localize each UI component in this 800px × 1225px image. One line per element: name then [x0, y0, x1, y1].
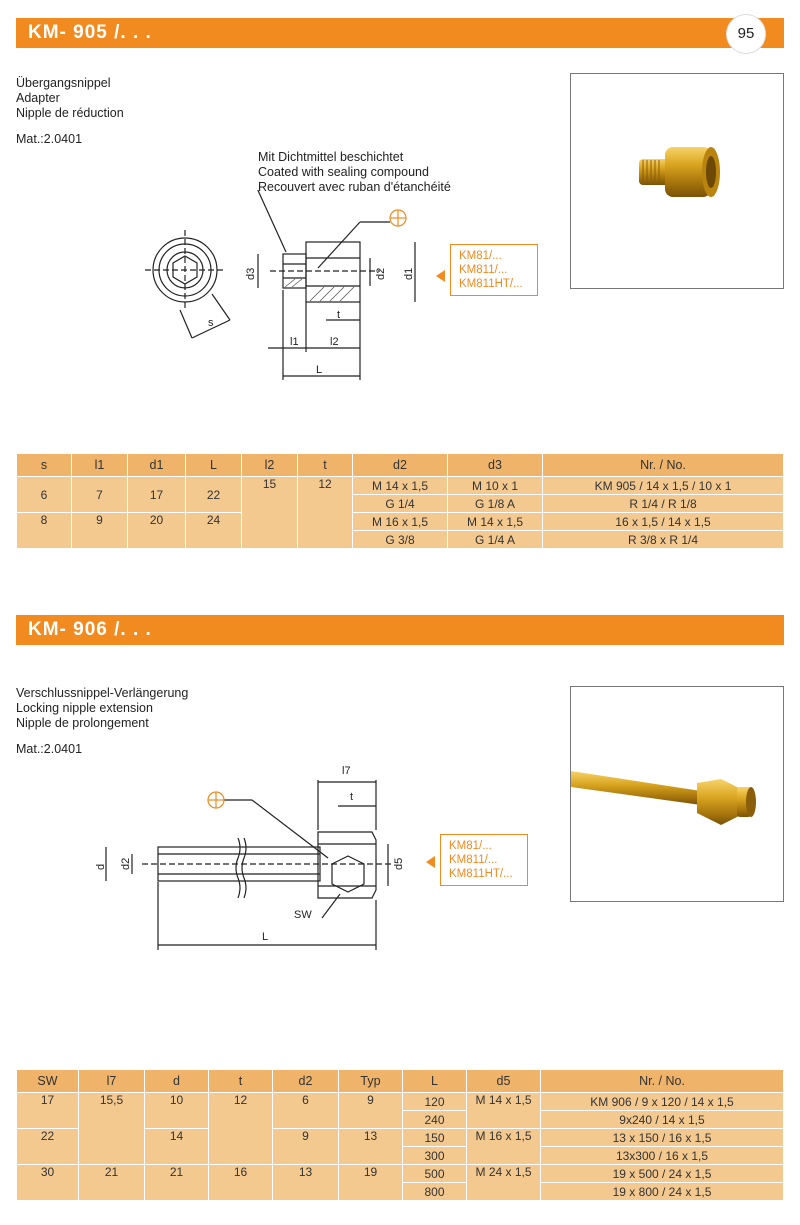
table-row — [17, 1093, 784, 1111]
cell-d3: M 14 x 1,5 — [448, 513, 543, 531]
dim-l1: l1 — [290, 336, 299, 348]
section-title: KM- 906 /. . . — [28, 619, 152, 640]
cell-d3: G 1/8 A — [448, 495, 543, 513]
cell-t: 16 — [209, 1165, 273, 1201]
cell-d: 21 — [145, 1165, 209, 1201]
cell-d2: G 3/8 — [353, 531, 448, 549]
col-header: SW — [17, 1070, 79, 1093]
cell-typ: 13 — [339, 1129, 403, 1165]
cell-d5: M 16 x 1,5 — [467, 1129, 541, 1165]
table-row — [17, 513, 784, 531]
product-description — [16, 686, 188, 731]
cell-nr: 16 x 1,5 / 14 x 1,5 — [543, 513, 784, 531]
cell-L: 150 — [403, 1129, 467, 1147]
material-label: Mat.:2.0401 — [16, 132, 83, 146]
dim-d1: d1 — [403, 267, 415, 280]
cell-d2: 13 — [273, 1165, 339, 1201]
col-header: d2 — [353, 454, 448, 477]
cell-t: 12 — [298, 477, 353, 549]
cell-l7: 15,5 — [79, 1093, 145, 1165]
cell-d2: 6 — [273, 1093, 339, 1129]
cell-nr: KM 906 / 9 x 120 / 14 x 1,5 — [541, 1093, 784, 1111]
note-en: Coated with sealing compound — [258, 165, 429, 179]
note-fr: Recouvert avec ruban d'étanchéité — [258, 180, 451, 194]
cell-L: 800 — [403, 1183, 467, 1201]
col-header: d1 — [128, 454, 186, 477]
material-label: Mat.:2.0401 — [16, 742, 83, 756]
technical-drawing-km905 — [140, 190, 440, 390]
cell-d2: M 16 x 1,5 — [353, 513, 448, 531]
cross-ref-box-km906 — [440, 834, 528, 886]
brass-adapter-image — [571, 74, 783, 288]
cross-ref-item: KM811/... — [459, 264, 508, 276]
table-header-row — [17, 1070, 784, 1093]
cross-ref-arrow — [436, 270, 445, 282]
col-header: d5 — [467, 1070, 541, 1093]
cell-d1: 17 — [128, 477, 186, 513]
dim-L: L — [262, 931, 269, 943]
cell-sw: 30 — [17, 1165, 79, 1201]
cell-l7: 21 — [79, 1165, 145, 1201]
cell-d1: 20 — [128, 513, 186, 549]
cell-d3: G 1/4 A — [448, 531, 543, 549]
section-header-km905 — [16, 18, 784, 48]
dim-d2: d2 — [375, 267, 387, 280]
cell-d2: G 1/4 — [353, 495, 448, 513]
cell-L: 240 — [403, 1111, 467, 1129]
cross-ref-box-km905 — [450, 244, 538, 296]
dim-l7: l7 — [342, 765, 351, 777]
cross-ref-item: KM81/... — [449, 840, 492, 852]
product-description — [16, 76, 124, 121]
cell-d2: 9 — [273, 1129, 339, 1165]
note-de: Mit Dichtmittel beschichtet — [258, 150, 404, 164]
col-header: L — [403, 1070, 467, 1093]
col-header: d3 — [448, 454, 543, 477]
cell-L: 22 — [186, 477, 242, 513]
cell-s: 8 — [17, 513, 72, 549]
cell-l1: 9 — [72, 513, 128, 549]
desc-en: Locking nipple extension — [16, 701, 153, 715]
sealing-note — [258, 150, 451, 195]
dim-t: t — [337, 309, 341, 321]
table-row — [17, 477, 784, 495]
cross-ref-item: KM811HT/... — [449, 868, 513, 880]
cell-d5: M 24 x 1,5 — [467, 1165, 541, 1201]
dim-s: s — [208, 317, 214, 329]
cell-nr: 13x300 / 16 x 1,5 — [541, 1147, 784, 1165]
cell-d2: M 14 x 1,5 — [353, 477, 448, 495]
cell-nr: R 3/8 x R 1/4 — [543, 531, 784, 549]
cell-l1: 7 — [72, 477, 128, 513]
cell-L: 24 — [186, 513, 242, 549]
cross-ref-arrow — [426, 856, 435, 868]
section-title: KM- 905 /. . . — [28, 22, 152, 43]
spec-table-km906 — [16, 1069, 784, 1201]
cell-L: 300 — [403, 1147, 467, 1165]
col-header: l2 — [242, 454, 298, 477]
dim-d5: d5 — [393, 857, 405, 870]
col-header: t — [209, 1070, 273, 1093]
cell-sw: 17 — [17, 1093, 79, 1129]
product-photo-km906 — [570, 686, 784, 902]
col-header: l7 — [79, 1070, 145, 1093]
cross-ref-item: KM811HT/... — [459, 278, 523, 290]
brass-extension-image — [571, 687, 783, 901]
cell-t: 12 — [209, 1093, 273, 1165]
cell-l2: 15 — [242, 477, 298, 549]
desc-de: Verschlussnippel-Verlängerung — [16, 686, 189, 700]
dim-d2: d2 — [120, 857, 132, 870]
cell-nr: 9x240 / 14 x 1,5 — [541, 1111, 784, 1129]
cell-nr: 13 x 150 / 16 x 1,5 — [541, 1129, 784, 1147]
cross-ref-item: KM811/... — [449, 854, 498, 866]
cell-nr: 19 x 500 / 24 x 1,5 — [541, 1165, 784, 1183]
col-header: t — [298, 454, 353, 477]
cell-L: 120 — [403, 1093, 467, 1111]
cell-d: 10 — [145, 1093, 209, 1129]
cell-d5: M 14 x 1,5 — [467, 1093, 541, 1129]
desc-de: Übergangsnippel — [16, 76, 111, 90]
col-header: d2 — [273, 1070, 339, 1093]
col-header: l1 — [72, 454, 128, 477]
col-header: d — [145, 1070, 209, 1093]
desc-fr: Nipple de prolongement — [16, 716, 149, 730]
cell-sw: 22 — [17, 1129, 79, 1165]
col-header: Nr. / No. — [541, 1070, 784, 1093]
desc-en: Adapter — [16, 91, 60, 105]
table-header-row — [17, 454, 784, 477]
product-photo-km905 — [570, 73, 784, 289]
dim-d: d — [95, 863, 107, 870]
cell-d: 14 — [145, 1129, 209, 1165]
cell-typ: 19 — [339, 1165, 403, 1201]
cell-nr: R 1/4 / R 1/8 — [543, 495, 784, 513]
page-number: 95 — [726, 14, 766, 54]
dim-L: L — [316, 364, 323, 376]
technical-drawing-km906 — [92, 760, 422, 960]
table-row — [17, 1165, 784, 1183]
col-header: Typ — [339, 1070, 403, 1093]
cell-typ: 9 — [339, 1093, 403, 1129]
cell-nr: KM 905 / 14 x 1,5 / 10 x 1 — [543, 477, 784, 495]
section-header-km906 — [16, 615, 784, 645]
dim-SW: SW — [294, 909, 312, 921]
dim-t: t — [350, 791, 354, 803]
desc-fr: Nipple de réduction — [16, 106, 124, 120]
spec-table-km905 — [16, 453, 784, 549]
cross-ref-item: KM81/... — [459, 250, 502, 262]
cell-nr: 19 x 800 / 24 x 1,5 — [541, 1183, 784, 1201]
dim-l2: l2 — [330, 336, 339, 348]
dim-d3: d3 — [245, 267, 257, 280]
cell-L: 500 — [403, 1165, 467, 1183]
col-header: Nr. / No. — [543, 454, 784, 477]
cell-d3: M 10 x 1 — [448, 477, 543, 495]
cell-s: 6 — [17, 477, 72, 513]
col-header: s — [17, 454, 72, 477]
col-header: L — [186, 454, 242, 477]
